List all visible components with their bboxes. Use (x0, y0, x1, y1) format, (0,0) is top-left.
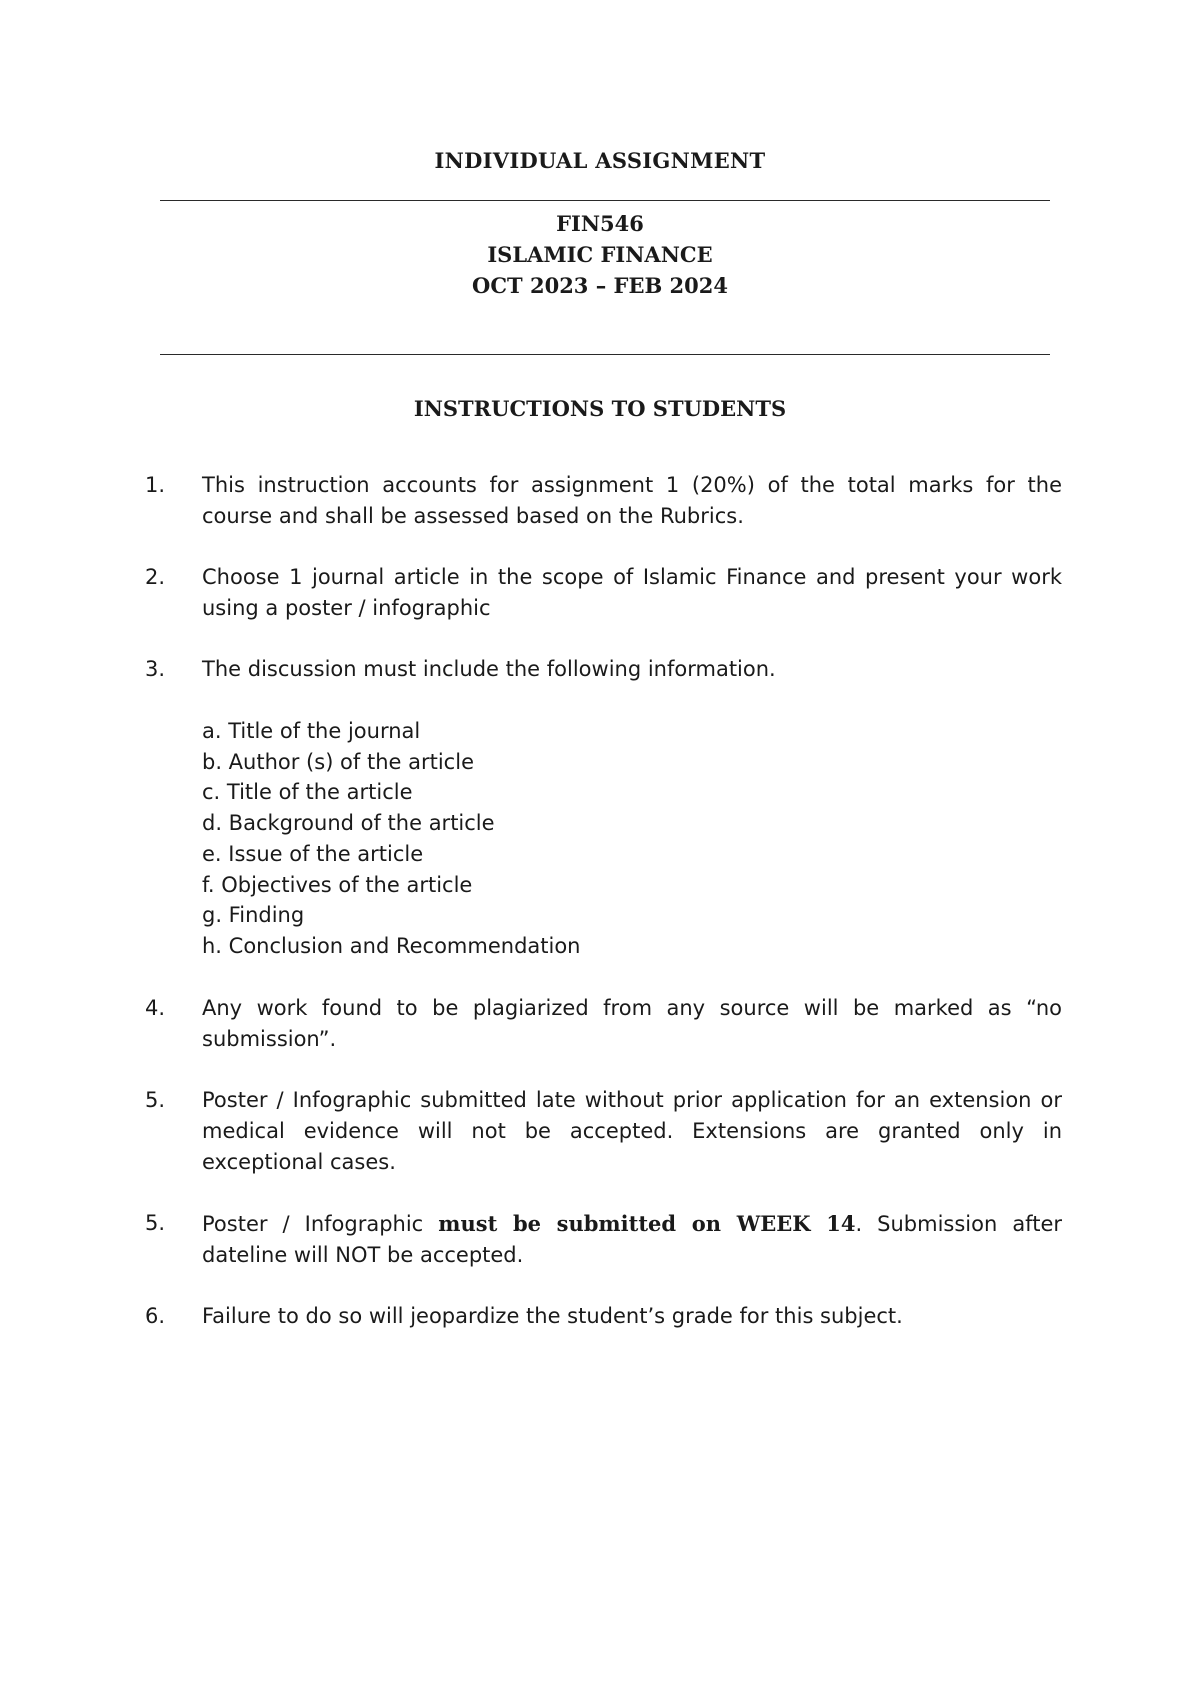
item-number: 1. (145, 473, 166, 497)
item-number: 5. (145, 1088, 166, 1112)
sub-item: b. Author (s) of the article (202, 749, 474, 774)
sub-item: c. Title of the article (202, 780, 413, 805)
item-text (202, 1208, 1062, 1271)
item-text: This instruction accounts for assignment 1 (20%) of the total marks for the course and shall be assessed based on the Rubrics. (202, 473, 1062, 528)
sub-item: f. Objectives of the article (202, 872, 473, 897)
top-divider (160, 200, 1050, 201)
item-text: The discussion must include the following information. (202, 657, 776, 681)
sub-item: d. Background of the article (202, 811, 495, 836)
item-number: 3. (145, 657, 166, 681)
item-text: Failure to do so will jeopardize the student’s grade for this subject. (202, 1304, 903, 1328)
course-code: FIN546 (556, 211, 644, 236)
assignment-type-title: INDIVIDUAL ASSIGNMENT (434, 148, 766, 173)
sub-item: e. Issue of the article (202, 841, 424, 866)
course-info (0, 208, 1200, 301)
item-number: 6. (145, 1304, 166, 1328)
instructions-heading: INSTRUCTIONS TO STUDENTS (413, 396, 787, 421)
sub-item: h. Conclusion and Recommendation (202, 933, 581, 958)
sub-item: g. Finding (202, 903, 305, 928)
item-number: 5. (145, 1211, 166, 1235)
session: OCT 2023 – FEB 2024 (472, 273, 728, 298)
deadline-emphasis: must be submitted on WEEK 14 (438, 1211, 856, 1236)
item-number: 4. (145, 996, 166, 1020)
item-text-lead: Poster / Infographic (202, 1212, 439, 1236)
sub-item: a. Title of the journal (202, 719, 421, 743)
item-text: Poster / Infographic submitted late without prior application for an extension or medical evidence will not be accepted. Extensions are granted only in exceptional cases. (202, 1088, 1062, 1174)
item-number: 2. (145, 565, 166, 589)
item-text: Any work found to be plagiarized from any source will be marked as “no submission”. (202, 996, 1062, 1051)
sub-list (202, 716, 581, 962)
course-name: ISLAMIC FINANCE (487, 242, 713, 267)
item-text-tail: . Submission after dateline will NOT be accepted. (202, 1212, 1062, 1267)
item-text: Choose 1 journal article in the scope of Islamic Finance and present your work using a poster / infographic (202, 565, 1062, 620)
bottom-divider (160, 354, 1050, 355)
